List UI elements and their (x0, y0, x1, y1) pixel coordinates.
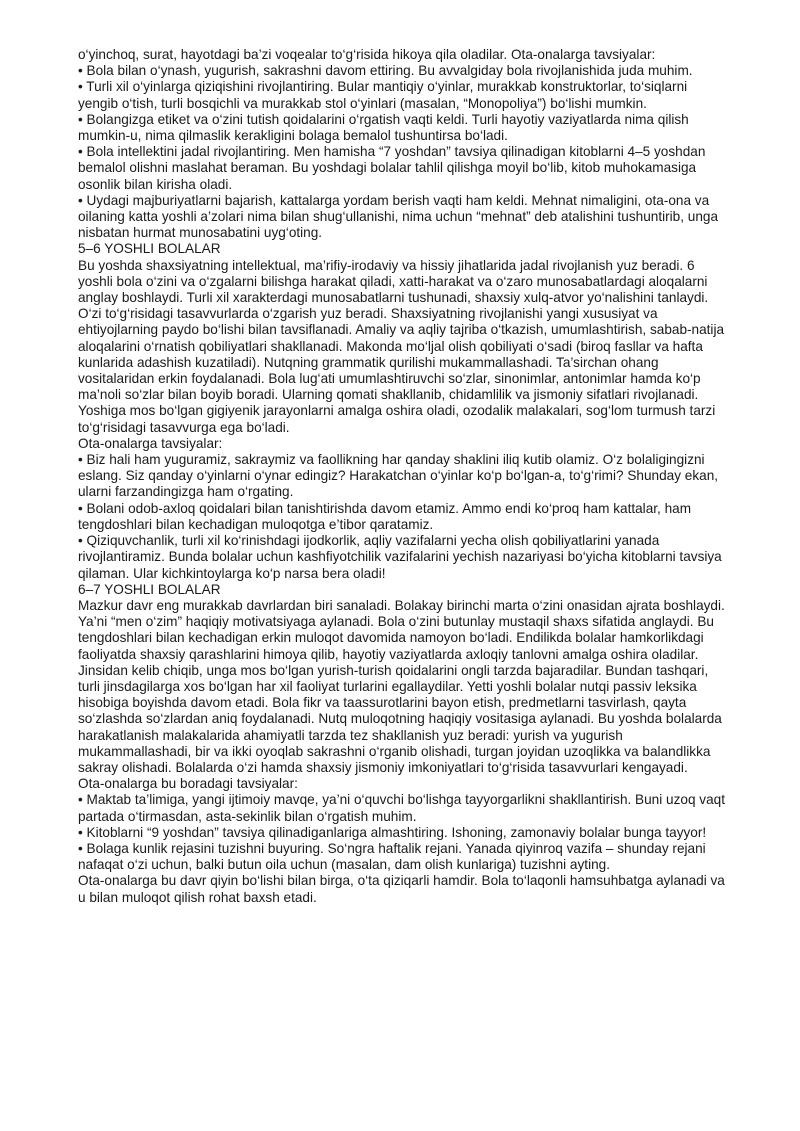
paragraph-intro-continuation: o‘yinchoq, surat, hayotdagi ba’zi voqealar to‘g‘risida hikoya qila oladilar. Ota-onalarga tavsiyalar: (78, 47, 656, 62)
paragraph-5-6-description: Bu yoshda shaxsiyatning intellektual, ma’rifiy-irodaviy va hissiy jihatlarida jadal rivojlanish yuz beradi. 6 yoshli bola o‘zini va o‘zgalarni bilishga harakat qiladi, xatti-harakat va o‘zaro munosabatlardagi aloqalarni anglay boshlaydi. Turli xil xarakterdagi munosabatlarni tushunadi, shaxsiy xulq-atvor yo‘nalishini tanlaydi. O‘zi to‘g‘risidagi tasavvurlarda o‘zgarish yuz beradi. Shaxsiyatning rivojlanishi yangi xususiyat va ehtiyojlarning paydo bo‘lishi bilan tavsiflanadi. Amaliy va aqliy tajriba o‘tkazish, umumlashtirish, sabab-natija aloqalarini o‘rnatish qobiliyatlari shakllanadi. Makonda mo‘ljal olish qobiliyati o‘sadi (biroq fasllar va hafta kunlarida adashish kuzatiladi). Nutqning grammatik qurilishi mukammallashadi. Ta’sirchan ohang vositalaridan erkin foydalanadi. Bola lug‘ati umumlashtiruvchi so‘zlar, sinonimlar, antonimlar hamda ko‘p ma’noli so‘zlar bilan boyib boradi. Ularning qomati shakllanib, chidamlilik va jismoniy sifatlari rivojlanadi. Yoshiga mos bo‘lgan gigiyenik jarayonlarni amalga oshira oladi, ozodalik malakalari, sog‘lom turmush tarzi to‘g‘risidagi tasavvurga ega bo‘ladi. (78, 257, 725, 435)
bullet-books-9: • Kitoblarni “9 yoshdan” tavsiya qilinadiganlariga almashtiring. Ishoning, zamonaviy bolalar bunga tayyor! (78, 824, 707, 840)
subheading-parent-tips: Ota-onalarga tavsiyalar: (78, 435, 223, 451)
bullet-manners: • Bolani odob-axloq qoidalari bilan tanishtirishda davom etamiz. Ammo endi ko‘proq ham kattalar, ham tengdoshlari bilan kechadigan muloqotga e’tibor qaratamiz. (78, 500, 692, 532)
section-heading-6-7: 6–7 YOSHLI BOLALAR (78, 581, 221, 597)
bullet-etiquette: • Bolangizga etiket va o‘zini tutish qoidalarini o‘rgatish vaqti keldi. Turli hayotiy vaziyatlarda nima qilish mumkin-u, nima qilmaslik kerakligini bolaga bemalol tushuntirsa bo‘ladi. (78, 111, 689, 144)
bullet-intellect: • Bola intellektini jadal rivojlantiring. Men hamisha “7 yoshdan” tavsiya qilinadigan kitoblarni 4–5 yoshdan bemalol olishni maslahat beraman. Bu yoshdagi bolalar tahlil qilishga moyil bo‘lib, kitob muhokamasiga osonlik bilan kirisha oladi. (78, 144, 706, 192)
document-page (78, 47, 728, 906)
paragraph-conclusion: Ota-onalarga bu davr qiyin bo‘lishi bilan birga, o‘ta qiziqarli hamdir. Bola to‘laqonli hamsuhbatga aylanadi va u bilan muloqot qilish rohat baxsh etadi. (78, 873, 725, 905)
bullet-household-duties: • Uydagi majburiyatlarni bajarish, kattalarga yordam berish vaqti ham keldi. Mehnat nimaligini, ota-ona va oilaning katta yoshli a’zolari nima bilan shug‘ullanishi, nima uchun “mehnat” deb atalishini tushuntirib, unga nisbatan hurmat munosabatini uyg‘oting. (78, 192, 719, 241)
bullet-games-interest: • Turli xil o‘yinlarga qiziqishini rivojlantiring. Bular mantiqiy o‘yinlar, murakkab konstruktorlar, to‘siqlarni yengib o‘tish, turli bosqichli va murakkab stol o‘yinlari (masalan, “Monopoliya”) bo‘lishi mumkin. (78, 79, 688, 111)
bullet-activity: • Biz hali ham yuguramiz, sakraymiz va faollikning har qanday shaklini iliq kutib olamiz. O‘z bolaligingizni eslang. Siz qanday o‘yinlarni o‘ynar edingiz? Harakatchan o‘yinlar ko‘p bo‘lgan-a, to‘g‘rimi? Shunday ekan, ularni farzandingizga ham o‘rgating. (78, 452, 719, 500)
bullet-school-prep: • Maktab ta’limiga, yangi ijtimoiy mavqe, ya’ni o‘quvchi bo‘lishga tayyorgarlikni shakllantirish. Buni uzoq vaqt partada o‘tirmasdan, asta-sekinlik bilan o‘rgatish muhim. (78, 792, 725, 824)
section-heading-5-6: 5–6 YOSHLI BOLALAR (78, 241, 221, 257)
bullet-play-running: • Bola bilan o‘ynash, yugurish, sakrashni davom ettiring. Bu avvalgiday bola rivojlanishida juda muhim. (78, 63, 693, 79)
subheading-parent-tips-period: Ota-onalarga bu boradagi tavsiyalar: (78, 776, 298, 792)
paragraph-6-7-description: Mazkur davr eng murakkab davrlardan biri sanaladi. Bolakay birinchi marta o‘zini onasidan ajrata boshlaydi. Ya’ni “men o‘zim” haqiqiy motivatsiyaga aylanadi. Bola o‘zini butunlay mustaqil shaxs sifatida anglaydi. Bu tengdoshlari bilan kechadigan erkin muloqot davomida namoyon bo‘ladi. Endilikda bolalar hamkorlikdagi faoliyatda shaxsiy qarashlarini himoya qilib, hayotiy vaziyatlarda axloqiy tanlovni amalga oshira oladilar. Jinsidan kelib chiqib, unga mos bo‘lgan yurish-turish qoidalarini ongli tarzda bajaradilar. Bundan tashqari, turli jinsdagilarga xos bo‘lgan har xil faoliyat turlarini egallaydilar. Yetti yoshli bolalar nutqi passiv leksika hisobiga boyishda davom etadi. Bola fikr va taassurotlarini bayon etish, predmetlarni tasvirlash, qayta so‘zlashda so‘zlardan aniq foydalanadi. Nutq muloqotning haqiqiy vositasiga aylanadi. Bu yoshda bolalarda harakatlanish malakalarida ahamiyatli tarzda tez shakllanish yuz beradi: yurish va yugurish mukammallashadi, bir va ikki oyoqlab sakrashni o‘rganib olishadi, turgan joyidan uzoqlikka va balandlikka sakray olishadi. Bolalarda o‘zi hamda shaxsiy jismoniy imkoniyatlari to‘g‘risida tasavvurlari kengayadi. (78, 597, 725, 775)
bullet-curiosity: • Qiziquvchanlik, turli xil ko‘rinishdagi ijodkorlik, aqliy vazifalarni yecha olish qobiliyatlarini yanada rivojlantiramiz. Bunda bolalar uchun kashfiyotchilik vazifalarini yechish nazariyasi bo‘yicha kitoblarni tavsiya qilaman. Ular kichkintoylarga ko‘p narsa bera oladi! (78, 533, 722, 581)
bullet-daily-plan: • Bolaga kunlik rejasini tuzishni buyuring. So‘ngra haftalik rejani. Yanada qiyinroq vazifa – shunday rejani nafaqat o‘zi uchun, balki butun oila uchun (masalan, dam olish kunlariga) tuzishni ayting. (78, 840, 706, 873)
